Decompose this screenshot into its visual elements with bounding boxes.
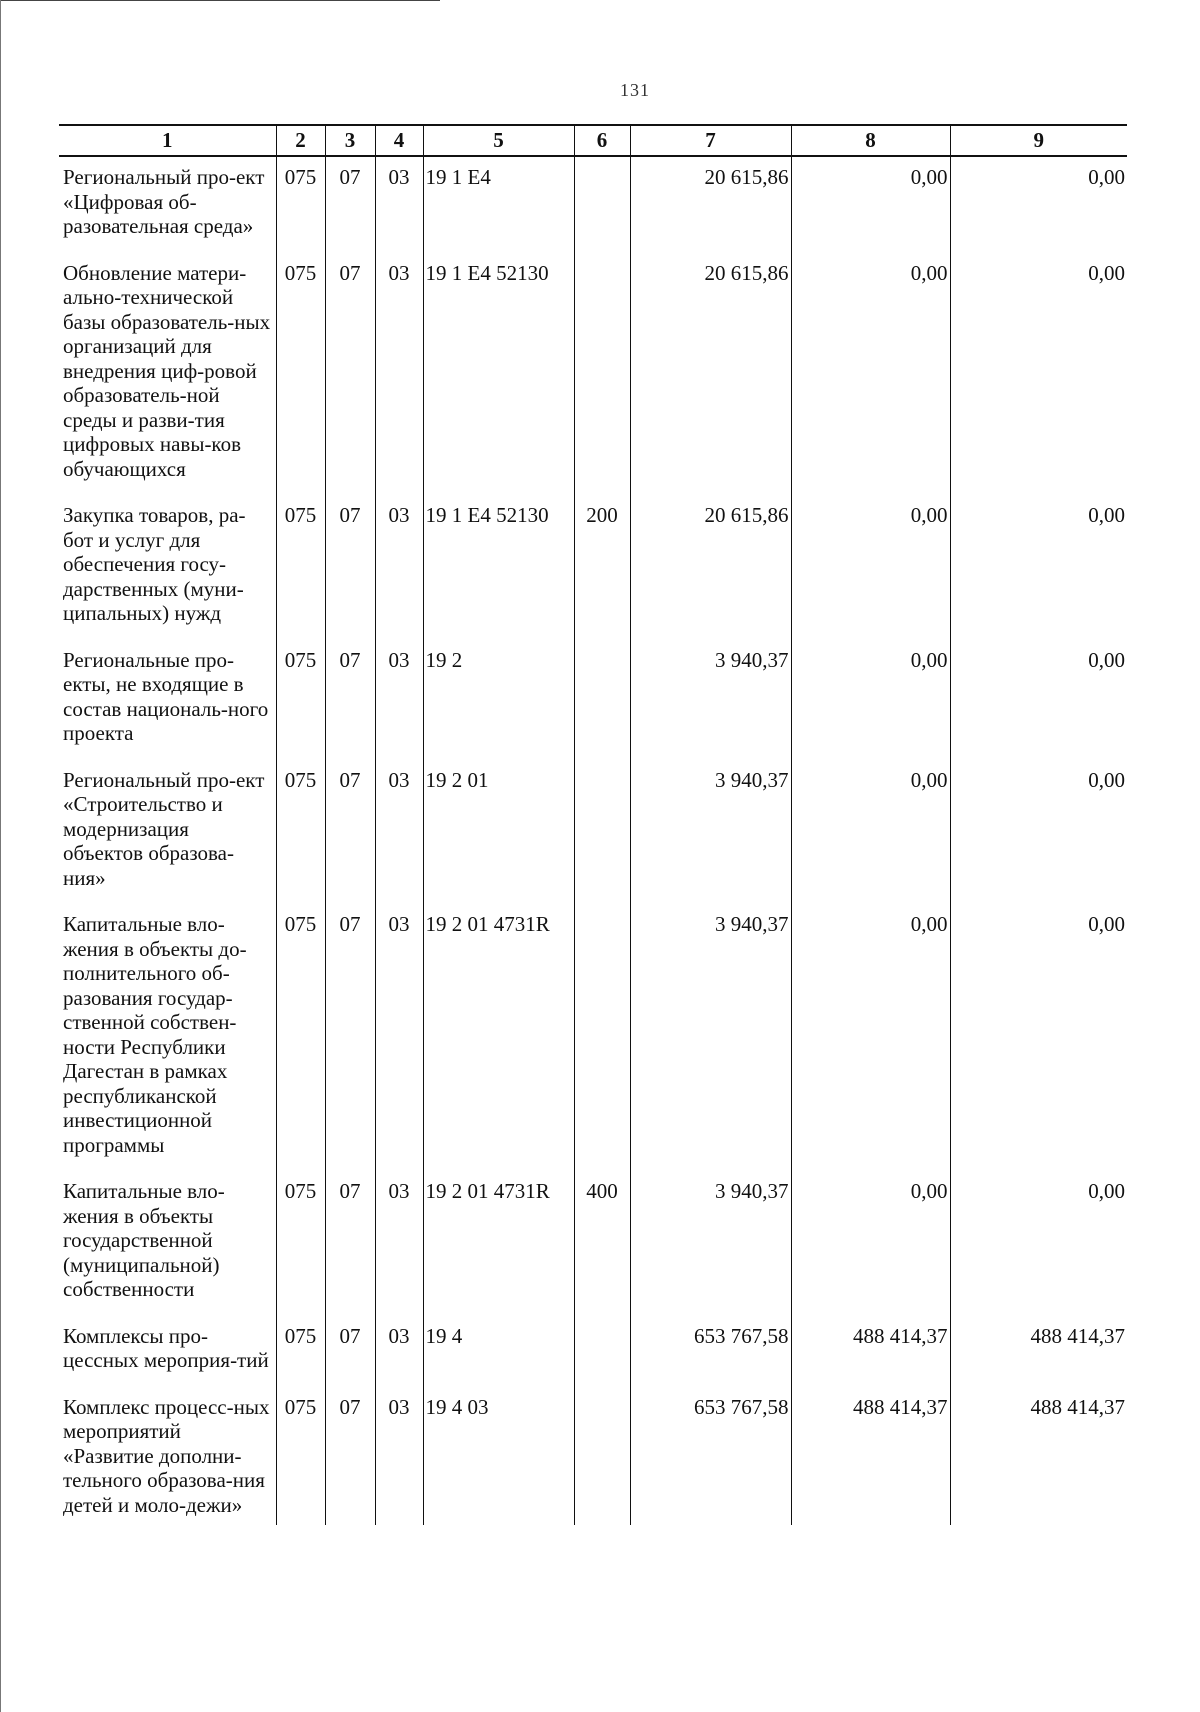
header-col-5: 5	[423, 125, 574, 156]
row-vr	[574, 253, 630, 496]
row-ved: 075	[276, 904, 325, 1171]
row-sum-3: 488 414,37	[950, 1316, 1127, 1387]
row-sum-2: 488 414,37	[791, 1316, 950, 1387]
row-csr: 19 4 03	[423, 1387, 574, 1526]
row-rz: 07	[325, 1387, 375, 1526]
row-sum-3: 488 414,37	[950, 1387, 1127, 1526]
row-name: Региональные про-екты, не входящие в состав националь-ного проекта	[63, 647, 269, 745]
row-sum-3: 0,00	[950, 253, 1127, 496]
row-sum-2: 488 414,37	[791, 1387, 950, 1526]
row-name: Обновление матери-ально-технической базы образователь-ных организаций для внедрения циф-ровой образователь-ной среды и разви-тия цифровых навы-ков обучающихся	[63, 260, 271, 481]
row-sum-2: 0,00	[791, 495, 950, 640]
row-sum-2: 0,00	[791, 760, 950, 905]
table-row	[59, 495, 1127, 640]
row-ved: 075	[276, 253, 325, 496]
row-rz: 07	[325, 640, 375, 760]
row-sum-2: 0,00	[791, 904, 950, 1171]
row-ved: 075	[276, 1171, 325, 1316]
row-pr: 03	[375, 640, 423, 760]
row-pr: 03	[375, 253, 423, 496]
row-vr: 400	[574, 1171, 630, 1316]
row-vr	[574, 640, 630, 760]
row-rz: 07	[325, 1316, 375, 1387]
row-rz: 07	[325, 1171, 375, 1316]
row-sum-3: 0,00	[950, 640, 1127, 760]
row-pr: 03	[375, 1387, 423, 1526]
row-ved: 075	[276, 1387, 325, 1526]
row-sum-2: 0,00	[791, 640, 950, 760]
row-sum-1: 3 940,37	[630, 640, 791, 760]
table-row	[59, 640, 1127, 760]
row-vr: 200	[574, 495, 630, 640]
row-sum-1: 20 615,86	[630, 495, 791, 640]
row-pr: 03	[375, 156, 423, 253]
table-row	[59, 904, 1127, 1171]
row-sum-1: 3 940,37	[630, 760, 791, 905]
row-vr	[574, 760, 630, 905]
header-col-7: 7	[630, 125, 791, 156]
row-pr: 03	[375, 760, 423, 905]
row-ved: 075	[276, 495, 325, 640]
row-name: Комплексы про-цессных мероприя-тий	[63, 1323, 269, 1372]
row-sum-3: 0,00	[950, 1171, 1127, 1316]
row-ved: 075	[276, 640, 325, 760]
row-sum-3: 0,00	[950, 760, 1127, 905]
table-row	[59, 253, 1127, 496]
row-rz: 07	[325, 253, 375, 496]
row-rz: 07	[325, 760, 375, 905]
table-row	[59, 760, 1127, 905]
row-csr: 19 1 E4 52130	[423, 495, 574, 640]
row-csr: 19 1 E4 52130	[423, 253, 574, 496]
row-name: Капитальные вло-жения в объекты до-полнительного об-разования государ-ственной собствен-ности Республики Дагестан в рамках республиканской инвестиционной программы	[63, 912, 247, 1157]
row-sum-1: 20 615,86	[630, 253, 791, 496]
row-sum-2: 0,00	[791, 253, 950, 496]
row-csr: 19 2 01	[423, 760, 574, 905]
row-pr: 03	[375, 1171, 423, 1316]
row-ved: 075	[276, 156, 325, 253]
row-rz: 07	[325, 156, 375, 253]
row-pr: 03	[375, 1316, 423, 1387]
row-sum-1: 3 940,37	[630, 1171, 791, 1316]
row-sum-3: 0,00	[950, 495, 1127, 640]
header-col-9: 9	[950, 125, 1127, 156]
row-sum-1: 653 767,58	[630, 1316, 791, 1387]
header-col-6: 6	[574, 125, 630, 156]
table-row	[59, 1316, 1127, 1387]
row-csr: 19 2 01 4731R	[423, 1171, 574, 1316]
row-sum-2: 0,00	[791, 156, 950, 253]
table-row	[59, 156, 1127, 253]
table-row	[59, 1171, 1127, 1316]
table-header-row	[59, 125, 1127, 156]
header-col-4: 4	[375, 125, 423, 156]
row-sum-1: 3 940,37	[630, 904, 791, 1171]
row-sum-1: 653 767,58	[630, 1387, 791, 1526]
row-name: Капитальные вло-жения в объекты государственной (муниципальной) собственности	[63, 1179, 225, 1301]
row-sum-3: 0,00	[950, 904, 1127, 1171]
row-name: Региональный про-ект «Строительство и модернизация объектов образова-ния»	[63, 767, 265, 890]
row-sum-1: 20 615,86	[630, 156, 791, 253]
row-csr: 19 4	[423, 1316, 574, 1387]
row-csr: 19 2 01 4731R	[423, 904, 574, 1171]
row-vr	[574, 1316, 630, 1387]
header-col-1: 1	[59, 125, 276, 156]
row-csr: 19 1 E4	[423, 156, 574, 253]
row-ved: 075	[276, 760, 325, 905]
row-name: Региональный про-ект «Цифровая об-разовательная среда»	[63, 165, 265, 238]
row-name: Закупка товаров, ра-бот и услуг для обеспечения госу-дарственных (муни-ципальных) нужд	[63, 503, 246, 625]
header-col-2: 2	[276, 125, 325, 156]
page-number: 131	[620, 80, 650, 100]
row-name: Комплекс процесс-ных мероприятий «Развитие дополни-тельного образова-ния детей и моло-дежи»	[63, 1394, 270, 1517]
row-pr: 03	[375, 495, 423, 640]
row-csr: 19 2	[423, 640, 574, 760]
row-pr: 03	[375, 904, 423, 1171]
row-sum-3: 0,00	[950, 156, 1127, 253]
table-row	[59, 1387, 1127, 1526]
row-vr	[574, 904, 630, 1171]
row-rz: 07	[325, 495, 375, 640]
budget-table	[59, 124, 1127, 1525]
row-rz: 07	[325, 904, 375, 1171]
header-col-8: 8	[791, 125, 950, 156]
row-sum-2: 0,00	[791, 1171, 950, 1316]
row-vr	[574, 156, 630, 253]
row-ved: 075	[276, 1316, 325, 1387]
scan-edge-top	[0, 0, 440, 1]
row-vr	[574, 1387, 630, 1526]
header-col-3: 3	[325, 125, 375, 156]
scan-edge-left	[0, 0, 1, 1712]
